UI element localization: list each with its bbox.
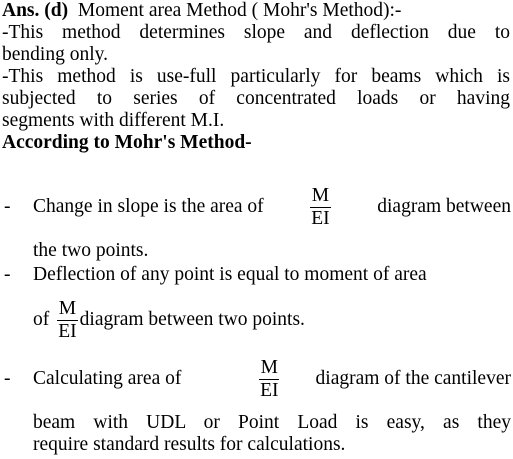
fraction-m-over-ei [259,357,279,402]
list-item-line [33,346,511,412]
fraction-denominator: EI [260,379,279,401]
list-item-text-before: Change in slope is the area of [33,196,264,217]
list-item-line [33,288,305,352]
section-heading: According to Mohr's Method- [2,132,252,153]
fraction-numerator: M [58,297,77,319]
fraction-numerator: M [260,356,278,378]
fraction-denominator: EI [311,207,330,229]
bullet-marker: - [4,196,11,217]
answer-label: Ans. (d) [2,0,69,21]
list-item-text-after: diagram between [377,196,511,217]
list-item-line [33,174,511,240]
intro-p1-line1: -This method determines slope and deflection due to [2,22,510,43]
fraction-m-over-ei [57,298,77,343]
intro-p2-line3: segments with different M.I. [2,110,225,131]
intro-p1-line2: bending only. [2,44,108,65]
list-item-text-before: of [33,309,50,330]
intro-p2-line2: subjected to series of concentrated loads or having [2,88,510,109]
bullet-marker: - [4,264,11,285]
answer-heading [2,0,401,22]
list-item-text-after: diagram between two points. [79,309,305,330]
answer-title: Moment area Method ( Mohr's Method):- [77,0,402,21]
intro-p2-line1: -This method is use-full particularly for beams which is [2,66,510,87]
fraction-numerator: M [311,184,330,206]
list-item-line3: require standard results for calculations. [33,434,346,455]
list-item-line2: beam with UDL or Point Load is easy, as they [33,412,511,433]
bullet-marker: - [4,368,11,389]
list-item-line1: Deflection of any point is equal to moment of area [33,264,427,285]
list-item-text-before: Calculating area of [33,368,182,389]
list-item-line2: the two points. [33,240,149,261]
list-item-text-after: diagram of the cantilever [315,368,511,389]
fraction-denominator: EI [58,320,77,342]
fraction-m-over-ei [310,185,330,230]
